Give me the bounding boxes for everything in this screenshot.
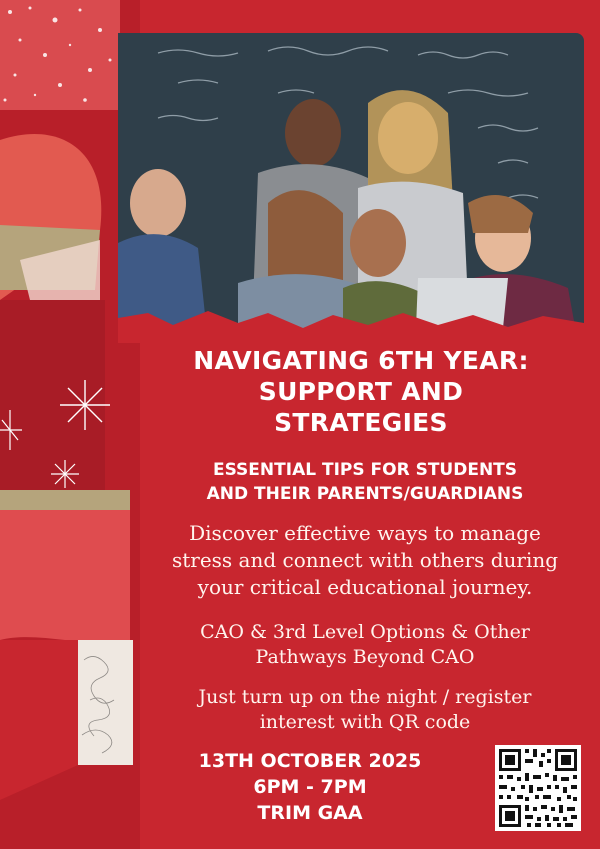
register-text — [150, 685, 580, 735]
subheadline-line: AND THEIR PARENTS/GUARDIANS — [206, 484, 524, 504]
event-venue: TRIM GAA — [257, 802, 363, 824]
event-details — [160, 748, 460, 826]
register-line: interest with QR code — [259, 711, 471, 733]
headline-line: SUPPORT AND — [258, 377, 464, 406]
options-line: Pathways Beyond CAO — [255, 646, 475, 668]
description — [130, 520, 600, 601]
subheadline-line: ESSENTIAL TIPS FOR STUDENTS — [212, 460, 518, 480]
description-line: Discover effective ways to manage — [189, 521, 541, 545]
students-photo — [118, 33, 584, 343]
register-line: Just turn up on the night / register — [198, 686, 532, 708]
headline-line: NAVIGATING 6TH YEAR: — [193, 346, 529, 375]
description-line: your critical educational journey. — [197, 575, 533, 599]
headline — [122, 345, 600, 438]
options-text — [150, 620, 580, 670]
event-date: 13TH OCTOBER 2025 — [198, 750, 422, 772]
description-line: stress and connect with others during — [171, 548, 559, 572]
subheadline — [130, 458, 600, 506]
headline-line: STRATEGIES — [274, 408, 448, 437]
qr-code-icon[interactable] — [495, 745, 581, 831]
options-line: CAO & 3rd Level Options & Other — [200, 621, 530, 643]
event-time: 6PM - 7PM — [253, 776, 367, 798]
